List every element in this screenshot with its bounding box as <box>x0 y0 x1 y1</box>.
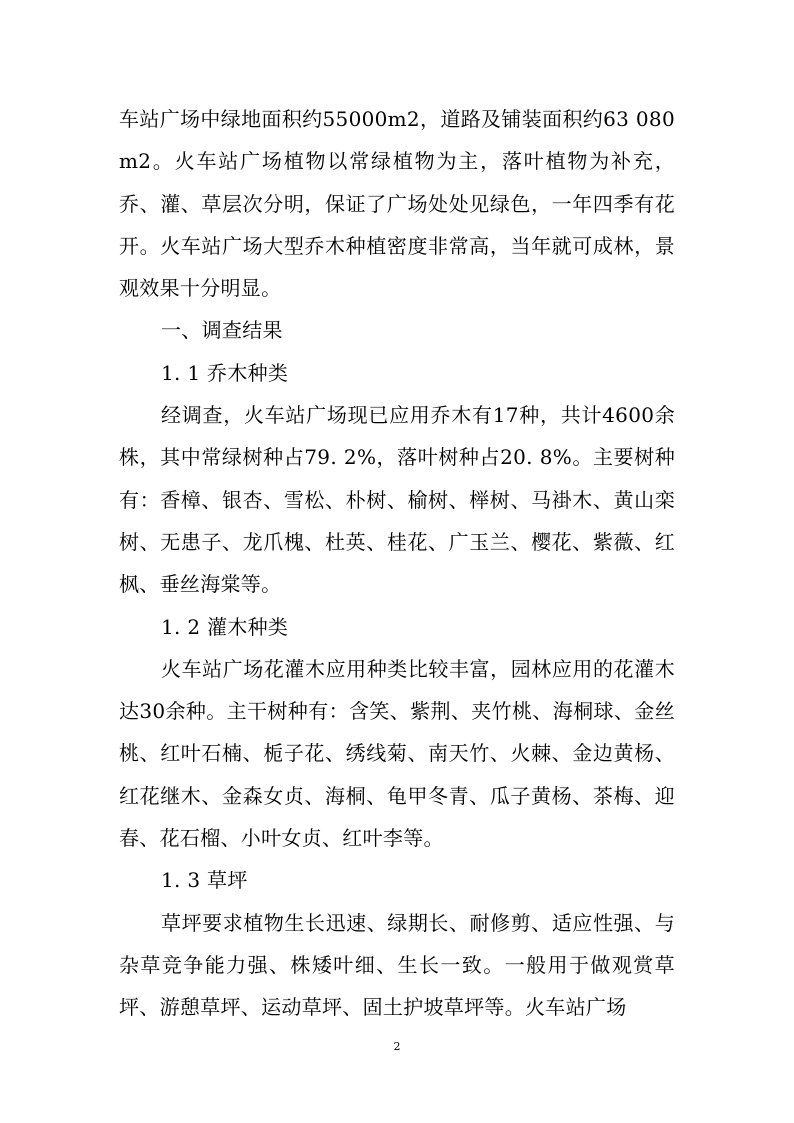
paragraph-intro: 车站广场中绿地面积约55000m2，道路及铺装面积约63 080 m2。火车站广场植物以常绿植物为主，落叶植物为补充，乔、灌、草层次分明，保证了广场处处见绿色，一年四季有花开。火车站广场大型乔木种植密度非常高，当年就可成林，景观效果十分明显。 <box>119 107 675 301</box>
paragraph-trees: 经调查，火车站广场现已应用乔木有17种，共计4600余株，其中常绿树种占79. 2%，落叶树种占20. 8%。主要树种有：香樟、银杏、雪松、朴树、榆树、榉树、马褂木、黄山栾树、无患子、龙爪槐、杜英、桂花、广玉兰、樱花、紫薇、红枫、垂丝海棠等。 <box>119 403 675 597</box>
subheading-lawn: 1. 3 草坪 <box>161 868 248 893</box>
paragraph-shrubs: 火车站广场花灌木应用种类比较丰富，园林应用的花灌木达30余种。主干树种有：含笑、紫荆、夹竹桃、海桐球、金丝桃、红叶石楠、栀子花、绣线菊、南天竹、火棘、金边黄杨、红花继木、金森女贞、海桐、龟甲冬青、瓜子黄杨、茶梅、迎春、花石榴、小叶女贞、红叶李等。 <box>119 656 675 851</box>
subheading-shrubs: 1. 2 灌木种类 <box>161 614 289 639</box>
page-body <box>119 98 675 1029</box>
page-number: 2 <box>393 1040 401 1053</box>
section-heading-survey-results: 一、调查结果 <box>161 318 283 343</box>
paragraph-lawn: 草坪要求植物生长迅速、绿期长、耐修剪、适应性强、与杂草竞争能力强、株矮叶细、生长一致。一般用于做观赏草坪、游憩草坪、运动草坪、固土护坡草坪等。火车站广场 <box>119 910 675 1020</box>
subheading-trees: 1. 1 乔木种类 <box>161 360 289 385</box>
